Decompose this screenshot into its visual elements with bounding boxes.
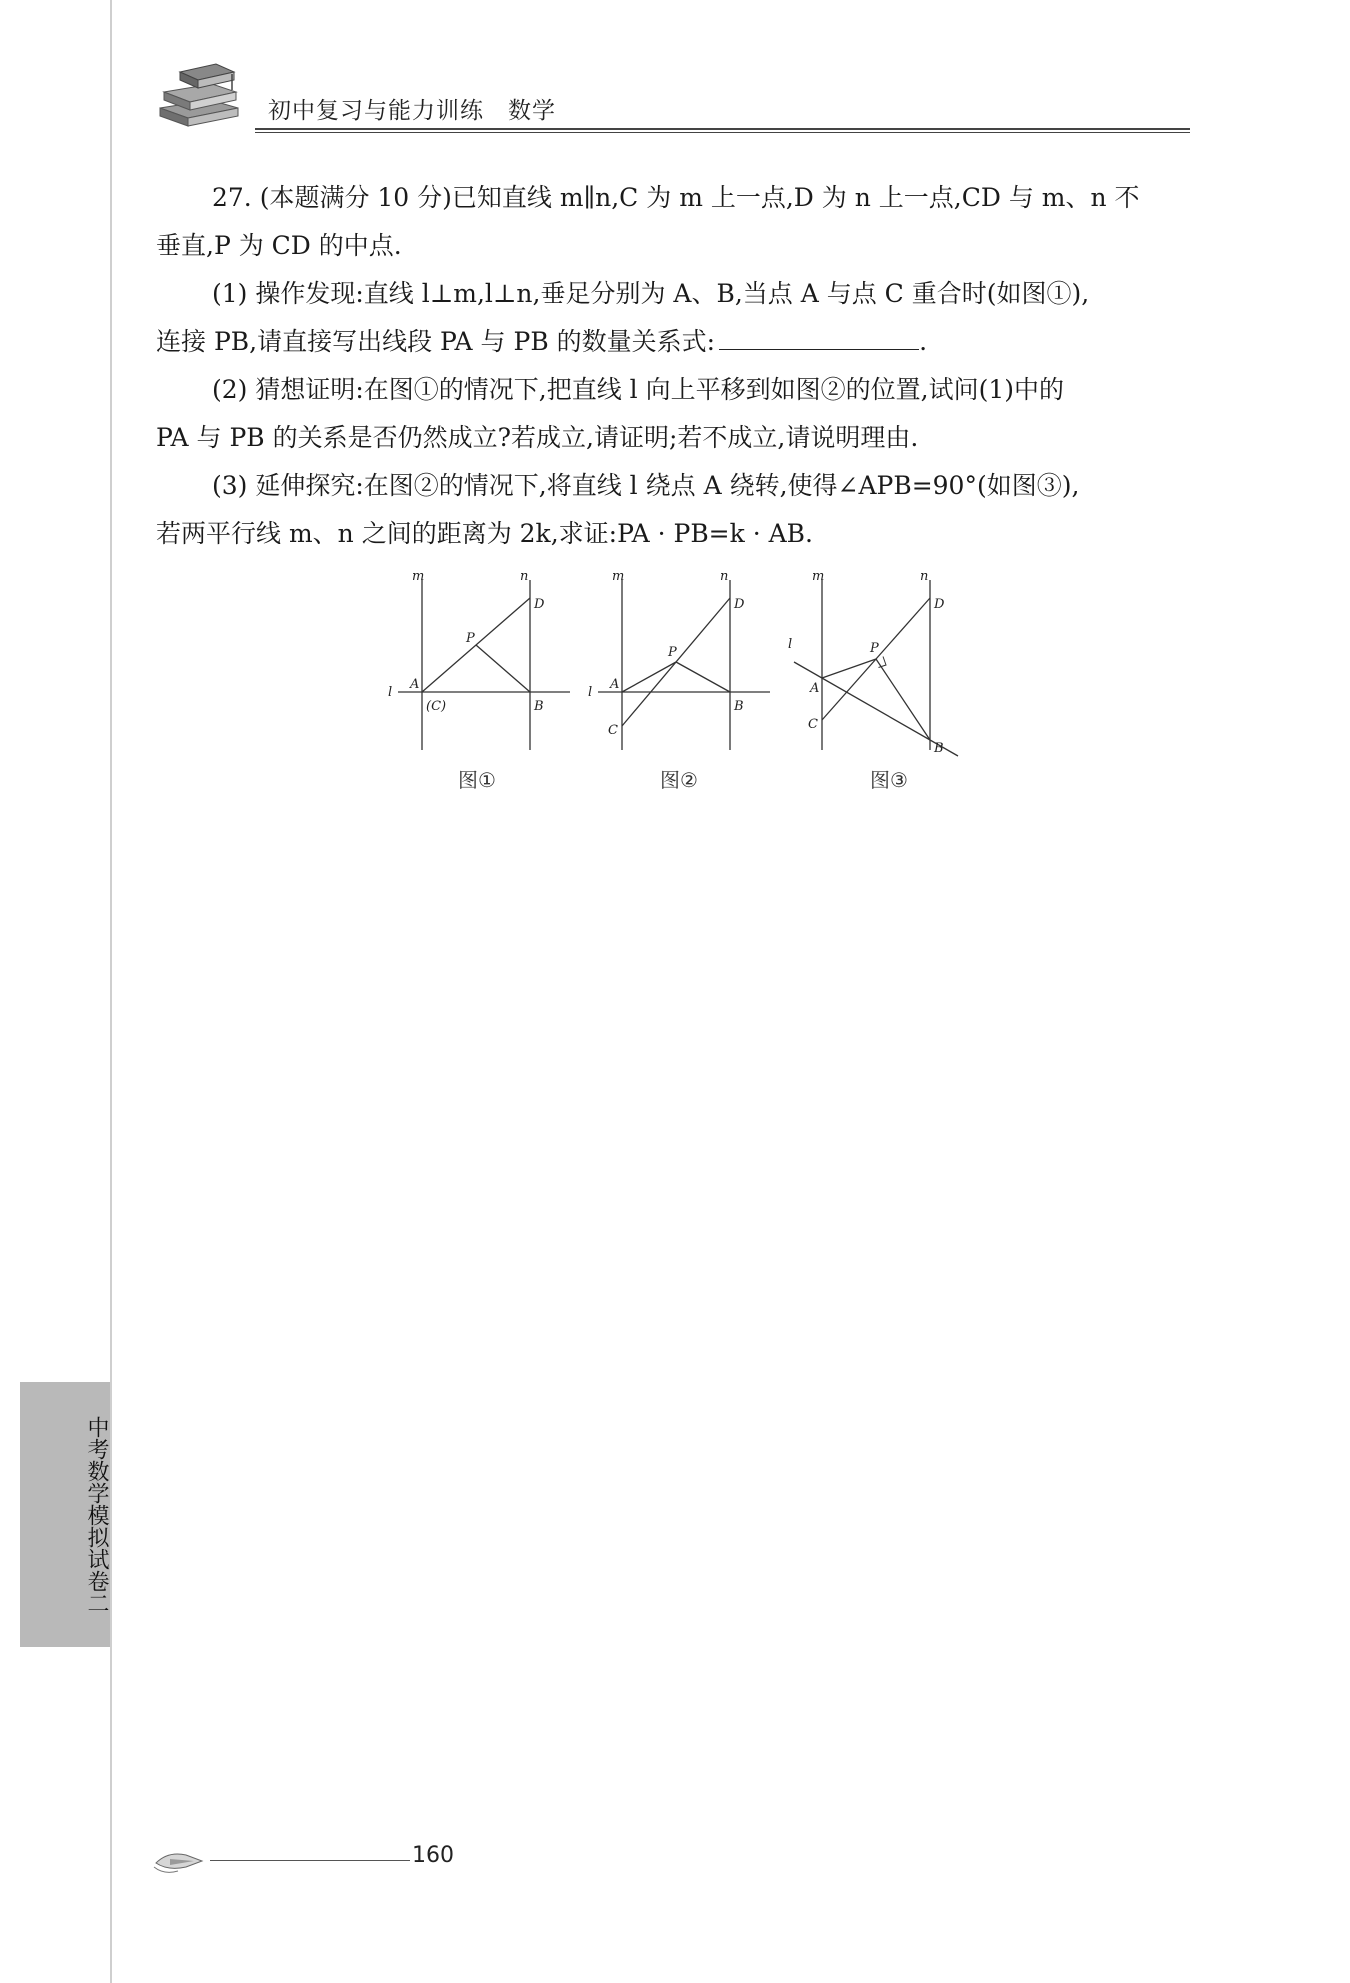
label-B: B	[734, 699, 744, 714]
header-rule	[255, 128, 1190, 133]
part1-line2: 连接 PB,请直接写出线段 PA 与 PB 的数量关系式:	[156, 327, 716, 356]
label-C: C	[808, 717, 818, 732]
label-C: (C)	[426, 699, 447, 714]
label-n: n	[520, 570, 529, 584]
label-l: l	[388, 685, 393, 700]
figure-2	[580, 570, 780, 760]
part2-line2: PA 与 PB 的关系是否仍然成立?若成立,请证明;若不成立,请说明理由.	[156, 423, 919, 452]
problem-intro-line2: 垂直,P 为 CD 的中点.	[156, 231, 402, 260]
part1-line1: (1) 操作发现:直线 l⊥m,l⊥n,垂足分别为 A、B,当点 A 与点 C 重合时(如图①),	[212, 279, 1090, 308]
figure-2-caption: 图②	[660, 768, 698, 792]
label-n: n	[920, 570, 929, 584]
side-section-tab	[20, 1382, 110, 1647]
label-B: B	[534, 699, 544, 714]
figure-3	[780, 570, 980, 760]
label-D: D	[534, 597, 545, 612]
label-m: m	[612, 570, 625, 584]
label-l: l	[588, 685, 593, 700]
segment-PB	[876, 659, 930, 740]
problem-intro-line1: 27. (本题满分 10 分)已知直线 m∥n,C 为 m 上一点,D 为 n 上一点,CD 与 m、n 不	[212, 183, 1140, 212]
figures-row	[370, 570, 970, 810]
part2-line1: (2) 猜想证明:在图①的情况下,把直线 l 向上平移到如图②的位置,试问(1)中的	[212, 375, 1064, 404]
part3-line1: (3) 延伸探究:在图②的情况下,将直线 l 绕点 A 绕转,使得∠APB=90°(如图③),	[212, 471, 1080, 500]
label-m: m	[812, 570, 825, 584]
pen-icon	[150, 1841, 210, 1881]
label-l: l	[788, 637, 793, 652]
figure-1-caption: 图①	[458, 768, 496, 792]
label-A: A	[810, 681, 820, 696]
label-A: A	[410, 677, 420, 692]
segment-PB	[476, 645, 530, 692]
header-title	[268, 92, 556, 125]
side-tab-text: 中考数学模拟试卷二	[84, 1416, 109, 1614]
label-m: m	[412, 570, 425, 584]
part1-line2-wrap	[156, 318, 1191, 366]
books-icon	[150, 56, 245, 136]
label-P: P	[668, 645, 677, 660]
answer-blank[interactable]	[719, 321, 919, 350]
label-D: D	[734, 597, 745, 612]
label-P: P	[466, 631, 475, 646]
page-footer	[150, 1835, 470, 1875]
figure-1	[380, 570, 580, 760]
footer-rule	[210, 1860, 410, 1861]
page-header	[150, 56, 1190, 136]
book-title: 初中复习与能力训练	[268, 98, 484, 124]
label-n: n	[720, 570, 729, 584]
part1-end: .	[919, 327, 928, 356]
subject-label: 数学	[508, 98, 556, 124]
label-D: D	[934, 597, 945, 612]
segment-PB	[676, 662, 730, 692]
label-C: C	[608, 723, 618, 738]
page-binding-edge	[110, 0, 112, 1983]
label-A: A	[610, 677, 620, 692]
right-angle-mark	[879, 657, 887, 668]
segment-PA	[622, 662, 676, 692]
page-number: 160	[412, 1843, 454, 1868]
figure-3-caption: 图③	[870, 768, 908, 792]
problem-27	[156, 174, 1191, 558]
label-B: B	[934, 741, 944, 756]
part3-line2: 若两平行线 m、n 之间的距离为 2k,求证:PA · PB=k · AB.	[156, 519, 813, 548]
label-P: P	[870, 641, 879, 656]
